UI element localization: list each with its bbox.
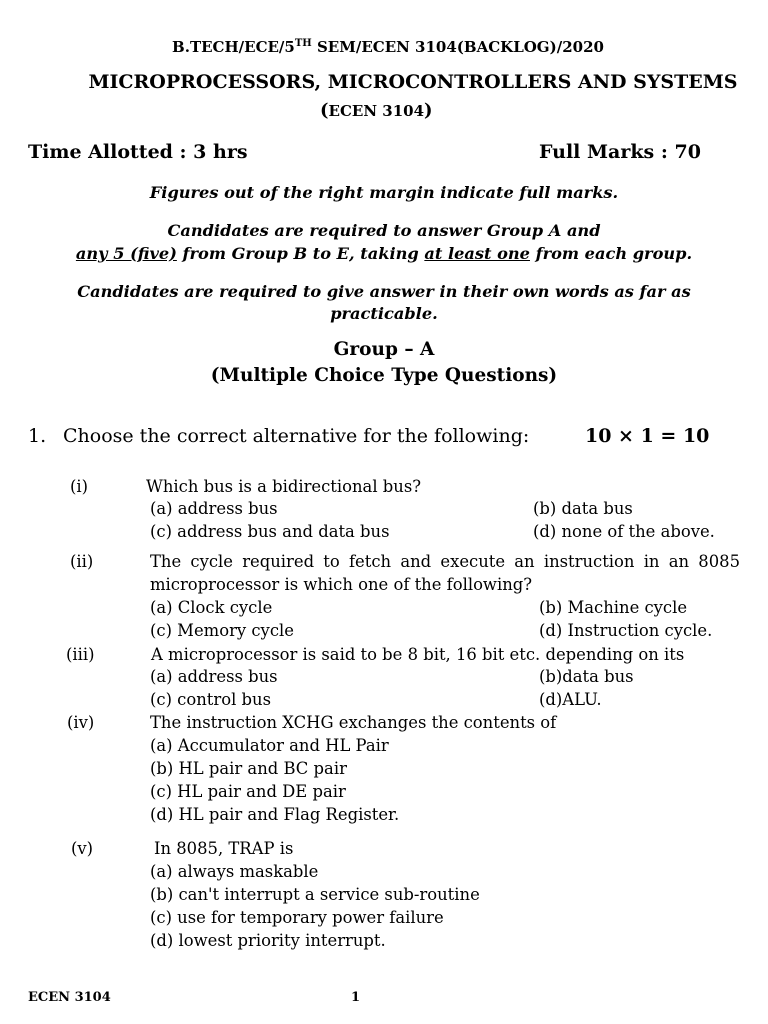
option-d: (d)ALU.: [539, 690, 602, 709]
option-b: (b) data bus: [533, 499, 633, 518]
subquestion-number: (i): [70, 477, 89, 496]
paper-title: [0, 71, 768, 93]
course-code-suffix: SEM/ECEN 3104(BACKLOG)/2020: [311, 38, 604, 56]
option-a: (a) address bus: [150, 499, 278, 518]
instruction-emphasis-five: any 5 (five): [75, 244, 177, 263]
group-type: (Multiple Choice Type Questions): [210, 365, 558, 386]
option-d: (d) none of the above.: [533, 522, 715, 541]
option-b: (b) HL pair and BC pair: [150, 759, 347, 778]
group-heading: Group – A: [333, 339, 435, 360]
instruction-own-words-line1: Candidates are required to give answer in their own words as far as: [77, 282, 691, 301]
course-code-superscript: TH: [294, 38, 312, 49]
option-a: (a) Clock cycle: [150, 598, 273, 617]
subquestion-stem: In 8085, TRAP is: [154, 839, 294, 858]
subquestion-number: (iv): [67, 713, 95, 732]
option-b: (b) can't interrupt a service sub-routine: [150, 885, 480, 904]
subject-code-text: ECEN 3104: [328, 102, 425, 120]
instruction-mid-text: from Group B to E, taking: [176, 244, 425, 263]
option-d: (d) lowest priority interrupt.: [150, 931, 386, 950]
subquestion-stem: The instruction XCHG exchanges the contents of: [150, 713, 557, 732]
question-number: 1.: [28, 425, 47, 447]
course-code-prefix: B.TECH/ECE/5: [172, 38, 295, 56]
subquestion-stem: The cycle required to fetch and execute an instruction in an 8085: [150, 552, 740, 571]
subquestion-number: (iii): [66, 645, 95, 664]
page-number: 1: [351, 990, 361, 1005]
full-marks: Full Marks : 70: [539, 141, 701, 163]
option-c: (c) control bus: [150, 690, 271, 709]
instruction-end-text: from each group.: [529, 244, 693, 263]
option-b: (b)data bus: [539, 667, 634, 686]
subject-code-close: ): [424, 100, 433, 121]
instruction-own-words-line2: practicable.: [330, 304, 438, 323]
subject-code: [320, 100, 433, 121]
course-code: [0, 38, 768, 56]
option-c: (c) HL pair and DE pair: [150, 782, 346, 801]
option-a: (a) always maskable: [150, 862, 319, 881]
option-a: (a) Accumulator and HL Pair: [150, 736, 389, 755]
subquestion-number: (v): [71, 839, 94, 858]
option-c: (c) use for temporary power failure: [150, 908, 444, 927]
option-c: (c) address bus and data bus: [150, 522, 390, 541]
option-a: (a) address bus: [150, 667, 278, 686]
footer-code: ECEN 3104: [28, 990, 111, 1005]
question-text: Choose the correct alternative for the following:: [63, 425, 530, 447]
subquestion-stem: A microprocessor is said to be 8 bit, 16 bit etc. depending on its: [151, 645, 685, 664]
subject-code-open: (: [320, 100, 329, 121]
instruction-emphasis-one: at least one: [424, 244, 530, 263]
instruction-answer-line2: [0, 244, 768, 263]
option-c: (c) Memory cycle: [150, 621, 294, 640]
time-allotted: Time Allotted : 3 hrs: [28, 141, 248, 163]
paper-title-text: MICROPROCESSORS, MICROCONTROLLERS AND SYSTEMS: [88, 71, 738, 93]
option-b: (b) Machine cycle: [539, 598, 688, 617]
subquestion-stem-continued: microprocessor is which one of the following?: [150, 575, 533, 594]
option-d: (d) HL pair and Flag Register.: [150, 805, 400, 824]
instruction-marks-note: Figures out of the right margin indicate full marks.: [149, 183, 619, 202]
subquestion-number: (ii): [70, 552, 94, 571]
option-d: (d) Instruction cycle.: [539, 621, 713, 640]
subquestion-stem: Which bus is a bidirectional bus?: [146, 477, 422, 496]
instruction-answer-line1: Candidates are required to answer Group A and: [167, 221, 601, 240]
question-marks: 10 × 1 = 10: [585, 425, 710, 447]
